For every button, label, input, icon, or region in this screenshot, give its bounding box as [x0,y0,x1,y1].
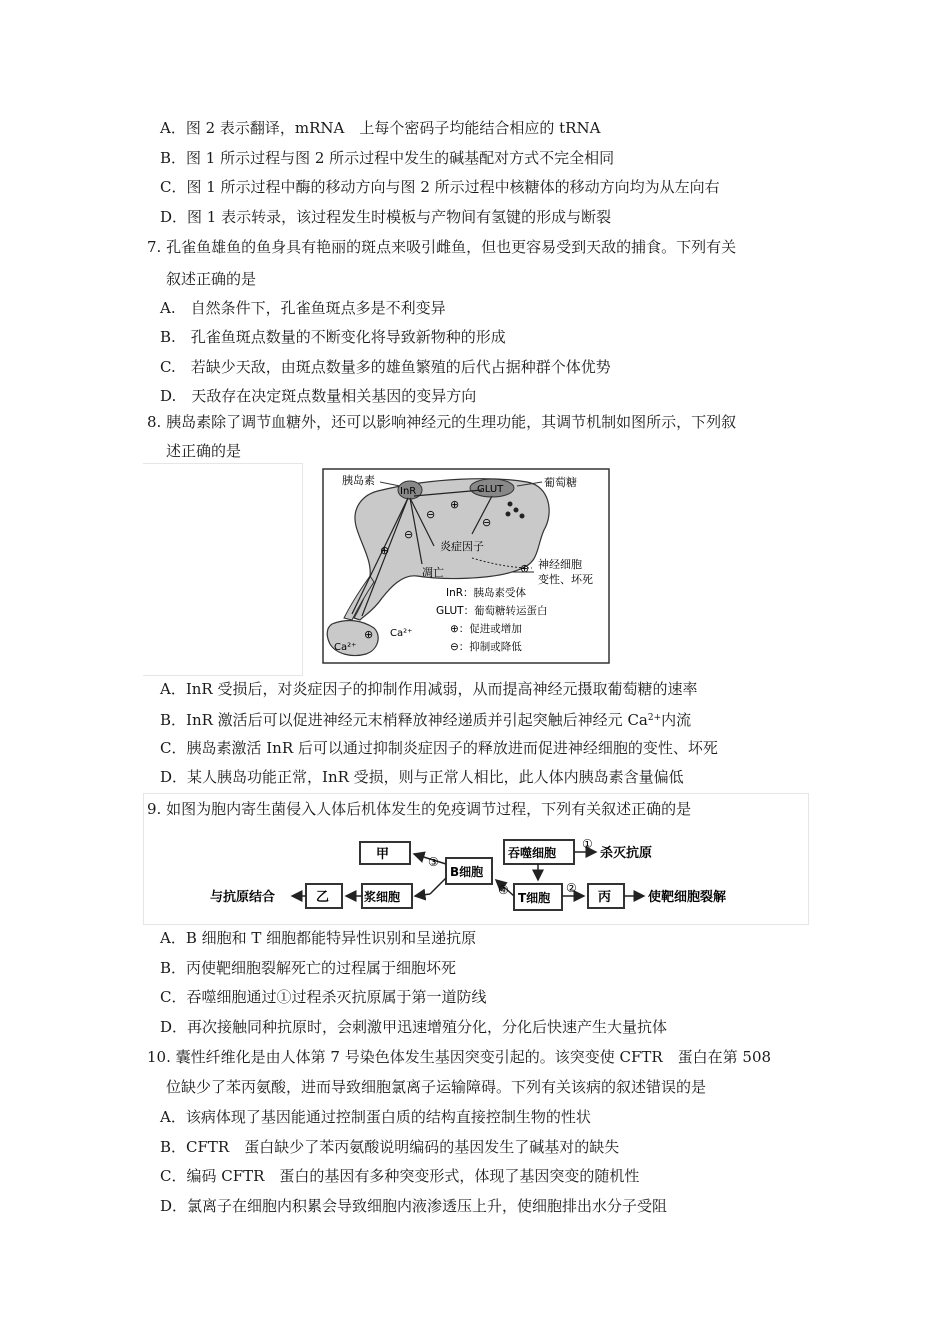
promote-sign: ⊕ [450,498,460,511]
box-plasma-cell: 浆细胞 [364,890,401,904]
box-bing: 丙 [598,890,612,905]
q6-option-b: B．图 1 所示过程与图 2 所示过程中发生的碱基配对方式不完全相同 [160,149,615,167]
legend-glut: GLUT：葡萄糖转运蛋白 [436,605,548,617]
q7-option-d: D. 天敌存在决定斑点数量相关基因的变异方向 [160,387,477,405]
glucose-label: 葡萄糖 [544,476,577,489]
q8-option-b-sup: 2+ [647,713,662,723]
immune-process-diagram [208,836,748,914]
q7-option-a: A. 自然条件下，孔雀鱼斑点多是不利变异 [160,299,446,317]
box-t-cell: T细胞 [518,891,551,905]
legend-promote: ⊕：促进或增加 [450,623,522,635]
q10-stem-cont: 位缺少了苯丙氨酸，进而导致细胞氯离子运输障碍。下列有关该病的叙述错误的是 [166,1078,707,1096]
q10-option-c: C．编码 CFTR 蛋白的基因有多种突变形式，体现了基因突变的随机性 [160,1167,640,1185]
q10-stem: 10. 囊性纤维化是由人体第 7 号染色体发生基因突变引起的。该突变使 CFTR 蛋白在第 508 [147,1048,772,1066]
legend-inhibit: ⊖：抑制或降低 [450,641,522,653]
inhibit-sign: ⊖ [426,508,436,521]
q8-option-c: C．胰岛素激活 InR 后可以通过抑制炎症因子的释放进而促进神经细胞的变性、坏死 [160,739,718,757]
promote-sign: ⊕ [364,628,374,641]
lyse-target-label: 使靶细胞裂解 [648,890,727,905]
step-1-label: ① [582,837,593,851]
inr-label: InR [400,486,417,497]
q8-stem: 8. 胰岛素除了调节血糖外，还可以影响神经元的生理功能，其调节机制如图所示，下列叙 [147,413,737,431]
insulin-label: 胰岛素 [342,474,375,487]
promote-sign: ⊕ [380,544,390,557]
q8-option-b-post: 内流 [661,711,692,729]
blank-image-frame [143,463,303,676]
q6-option-a: A．图 2 表示翻译，mRNA 上每个密码子均能结合相应的 tRNA [160,119,601,137]
apoptosis-label: 凋亡 [422,566,444,579]
q8-option-a: A．InR 受损后，对炎症因子的抑制作用减弱，从而提高神经元摄取葡萄糖的速率 [160,680,698,698]
glut-label: GLUT [477,484,504,495]
box-b-cell: B细胞 [450,865,484,879]
q9-option-d: D．再次接触同种抗原时，会刺激甲迅速增殖分化，分化后快速产生大量抗体 [160,1018,668,1036]
inhibit-sign: ⊖ [404,528,414,541]
step-4-label: ④ [498,883,509,897]
box-yi: 乙 [316,890,330,905]
q10-option-d: D．氯离子在细胞内积累会导致细胞内液渗透压上升，使细胞排出水分子受阻 [160,1197,668,1215]
q6-option-c: C．图 1 所示过程中酶的移动方向与图 2 所示过程中核糖体的移动方向均为从左向右 [160,178,720,196]
q8-option-b [160,708,691,730]
inflammation-factor-label: 炎症因子 [440,540,484,553]
step-2-label: ② [566,881,577,895]
degeneration-label: 变性、坏死 [538,573,593,586]
q7-stem: 7. 孔雀鱼雄鱼的鱼身具有艳丽的斑点来吸引雌鱼，但也更容易受到天敌的捕食。下列有关 [147,238,737,256]
calcium-label: Ca²⁺ [390,628,413,639]
q8-option-b-text: B．InR 激活后可以促进神经元末梢释放神经递质并引起突触后神经元 Ca [160,711,648,729]
q9-option-c: C．吞噬细胞通过①过程杀灭抗原属于第一道防线 [160,988,487,1006]
q7-option-b: B. 孔雀鱼斑点数量的不断变化将导致新物种的形成 [160,328,506,346]
q7-option-c: C. 若缺少天敌，由斑点数量多的雄鱼繁殖的后代占据种群个体优势 [160,358,611,376]
calcium-label: Ca²⁺ [334,642,357,653]
q9-option-a: A．B 细胞和 T 细胞都能特异性识别和呈递抗原 [160,929,477,947]
box-jia: 甲 [376,847,390,862]
q8-stem-cont: 述正确的是 [166,442,242,460]
q9-stem: 9. 如图为胞内寄生菌侵入人体后机体发生的免疫调节过程，下列有关叙述正确的是 [147,800,692,818]
q6-option-d: D．图 1 表示转录，该过程发生时模板与产物间有氢键的形成与断裂 [160,208,612,226]
insulin-mechanism-diagram [322,468,610,664]
q10-option-b: B．CFTR 蛋白缺少了苯丙氨酸说明编码的基因发生了碱基对的缺失 [160,1138,620,1156]
legend-inr: InR：胰岛素受体 [446,587,527,599]
q9-option-b: B．丙使靶细胞裂解死亡的过程属于细胞坏死 [160,959,457,977]
promote-sign: ⊕ [520,562,530,575]
kill-antigen-label: 杀灭抗原 [600,846,653,861]
q10-option-a: A．该病体现了基因能通过控制蛋白质的结构直接控制生物的性状 [160,1108,591,1126]
bind-antigen-label: 与抗原结合 [210,890,276,905]
step-3-label: ③ [428,855,439,869]
q7-stem-cont: 叙述正确的是 [166,270,257,288]
box-phagocyte: 吞噬细胞 [508,846,557,860]
inhibit-sign: ⊖ [482,516,492,529]
neuron-label: 神经细胞 [538,558,582,571]
q8-option-d: D．某人胰岛功能正常，InR 受损，则与正常人相比，此人体内胰岛素含量偏低 [160,768,684,786]
